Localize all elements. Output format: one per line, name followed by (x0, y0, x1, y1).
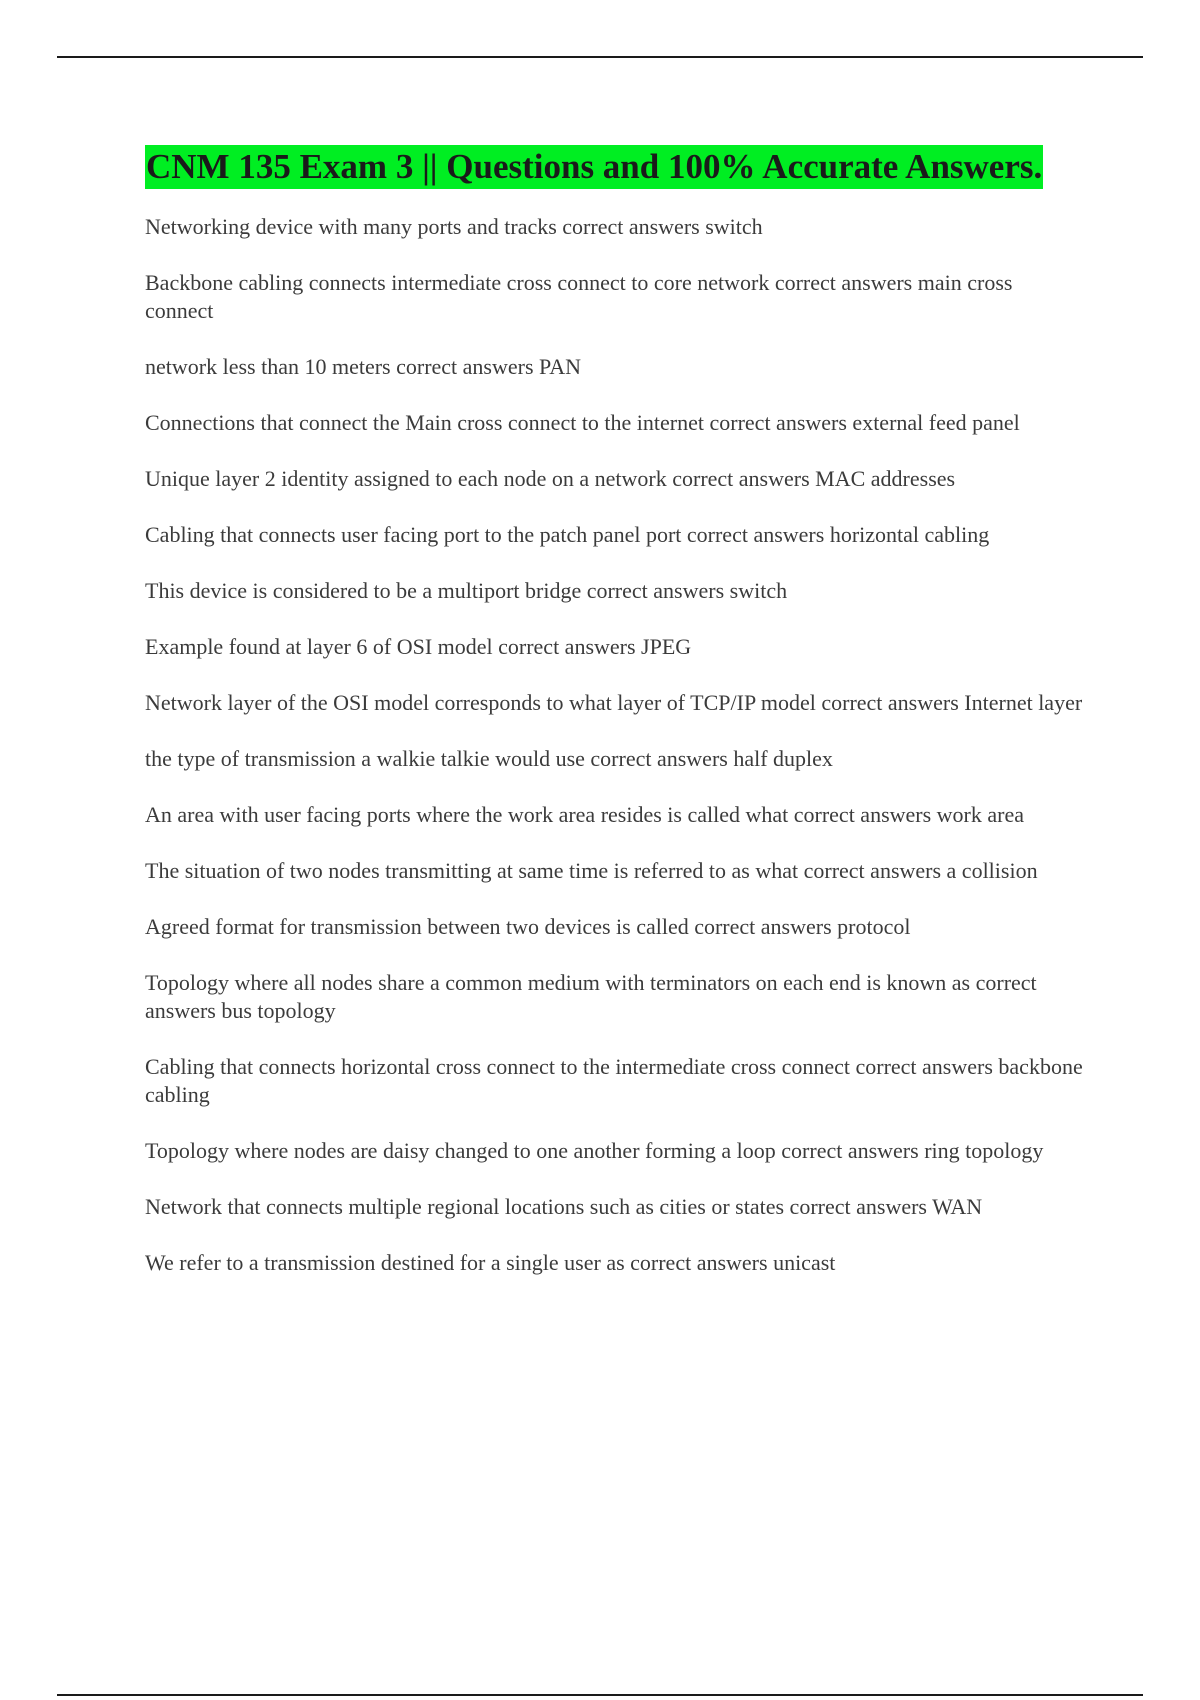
qa-item: Cabling that connects user facing port to the patch panel port correct answers horizontal cabling (145, 522, 990, 547)
qa-item: the type of transmission a walkie talkie would use correct answers half duplex (145, 746, 833, 771)
qa-item: Network layer of the OSI model corresponds to what layer of TCP/IP model correct answers Internet layer (145, 690, 1083, 715)
qa-item: An area with user facing ports where the work area resides is called what correct answers work area (145, 802, 1025, 827)
title-block (145, 145, 1085, 189)
qa-item: Backbone cabling connects intermediate cross connect to core network correct answers main cross connect (145, 270, 1013, 323)
qa-item: This device is considered to be a multiport bridge correct answers switch (145, 578, 788, 603)
qa-item: Connections that connect the Main cross connect to the internet correct answers external feed panel (145, 410, 1020, 435)
qa-item: network less than 10 meters correct answers PAN (145, 354, 582, 379)
qa-item: Network that connects multiple regional locations such as cities or states correct answers WAN (145, 1194, 983, 1219)
qa-item: Agreed format for transmission between two devices is called correct answers protocol (145, 914, 911, 939)
qa-item: Unique layer 2 identity assigned to each node on a network correct answers MAC addresses (145, 466, 956, 491)
qa-list (145, 213, 1085, 1305)
qa-item: The situation of two nodes transmitting at same time is referred to as what correct answers a collision (145, 858, 1038, 883)
qa-item: Networking device with many ports and tracks correct answers switch (145, 214, 763, 239)
top-divider (57, 56, 1143, 58)
qa-item: Cabling that connects horizontal cross connect to the intermediate cross connect correct answers backbone cabling (145, 1054, 1083, 1107)
qa-item: We refer to a transmission destined for a single user as correct answers unicast (145, 1250, 836, 1275)
qa-item: Topology where all nodes share a common medium with terminators on each end is known as correct answers bus topology (145, 970, 1037, 1023)
qa-item: Topology where nodes are daisy changed to one another forming a loop correct answers ring topology (145, 1138, 1044, 1163)
bottom-divider (57, 1694, 1143, 1696)
page-title: CNM 135 Exam 3 || Questions and 100% Accurate Answers. (145, 145, 1043, 189)
qa-item: Example found at layer 6 of OSI model correct answers JPEG (145, 634, 692, 659)
